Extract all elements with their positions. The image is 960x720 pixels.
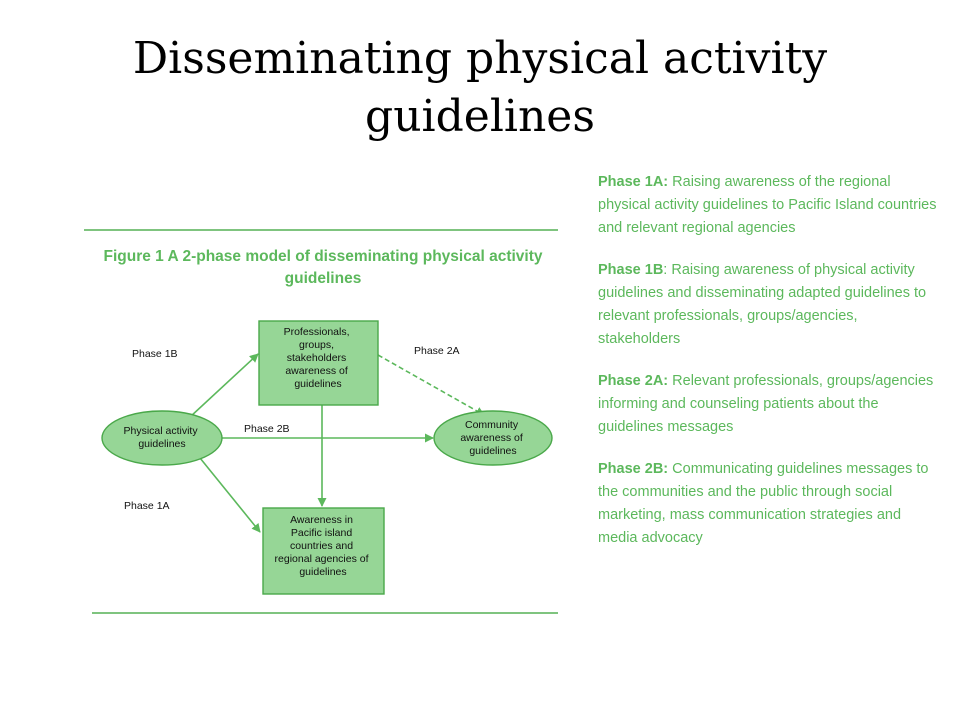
node-pacific-line-3: countries and (290, 540, 354, 552)
node-pacific-line-4: regional agencies of (274, 553, 369, 565)
phase-name: Phase 2B: (598, 461, 669, 477)
edge-phase-2a (378, 355, 484, 415)
slide-title: Disseminating physical activity guidelines (132, 33, 828, 142)
phase-name: Phase 2A: (598, 373, 669, 389)
node-community-line-3: guidelines (469, 445, 517, 457)
phase-name: Phase 1B (598, 262, 664, 278)
figure-caption: Figure 1 A 2-phase model of disseminating physical activity guidelines (103, 248, 543, 287)
phase-text: Raising awareness of the regional physical activity guidelines to Pacific Island countries and relevant regional agencies (598, 174, 937, 236)
node-professionals-line-1: Professionals, (283, 326, 350, 338)
edge-label-phase-2a: Phase 2A (414, 345, 460, 357)
edge-phase-1a (200, 458, 260, 532)
phase-text: Relevant professionals, groups/agencies informing and counseling patients about the guidelines messages (598, 373, 934, 435)
phase-item (598, 458, 938, 550)
node-guidelines-line-2: guidelines (138, 438, 186, 450)
phase-text: : Raising awareness of physical activity guidelines and disseminating adapted guidelines to relevant professionals, groups/agencies, stakeholders (598, 262, 927, 347)
node-pacific-line-2: Pacific island (290, 527, 353, 539)
edge-label-phase-1a: Phase 1A (124, 500, 170, 512)
node-professionals-line-5: guidelines (294, 378, 342, 390)
node-pacific-line-1: Awareness in (290, 514, 353, 526)
node-professionals-line-2: groups, (299, 339, 335, 351)
edge-label-phase-2b: Phase 2B (244, 423, 290, 435)
phase-name: Phase 1A: (598, 174, 669, 190)
edge-phase-1b (190, 354, 258, 417)
svg-text:Community awareness of (460, 419, 525, 457)
edge-label-phase-1b: Phase 1B (132, 348, 178, 360)
phase-descriptions (598, 171, 938, 569)
node-professionals-line-3: stakeholders (286, 352, 347, 364)
phase-item (598, 370, 938, 439)
node-community-line-1: Community (464, 419, 519, 431)
node-professionals-line-4: awareness of (285, 365, 348, 377)
phase-text: Communicating guidelines messages to the communities and the public through social marketing, mass communication strategies and media advocacy (598, 461, 929, 546)
node-pacific-line-5: guidelines (299, 566, 347, 578)
node-community-line-2: awareness of (460, 432, 523, 444)
node-guidelines-line-1: Physical activity (123, 425, 198, 437)
phase-item (598, 171, 938, 240)
phase-item (598, 259, 938, 351)
